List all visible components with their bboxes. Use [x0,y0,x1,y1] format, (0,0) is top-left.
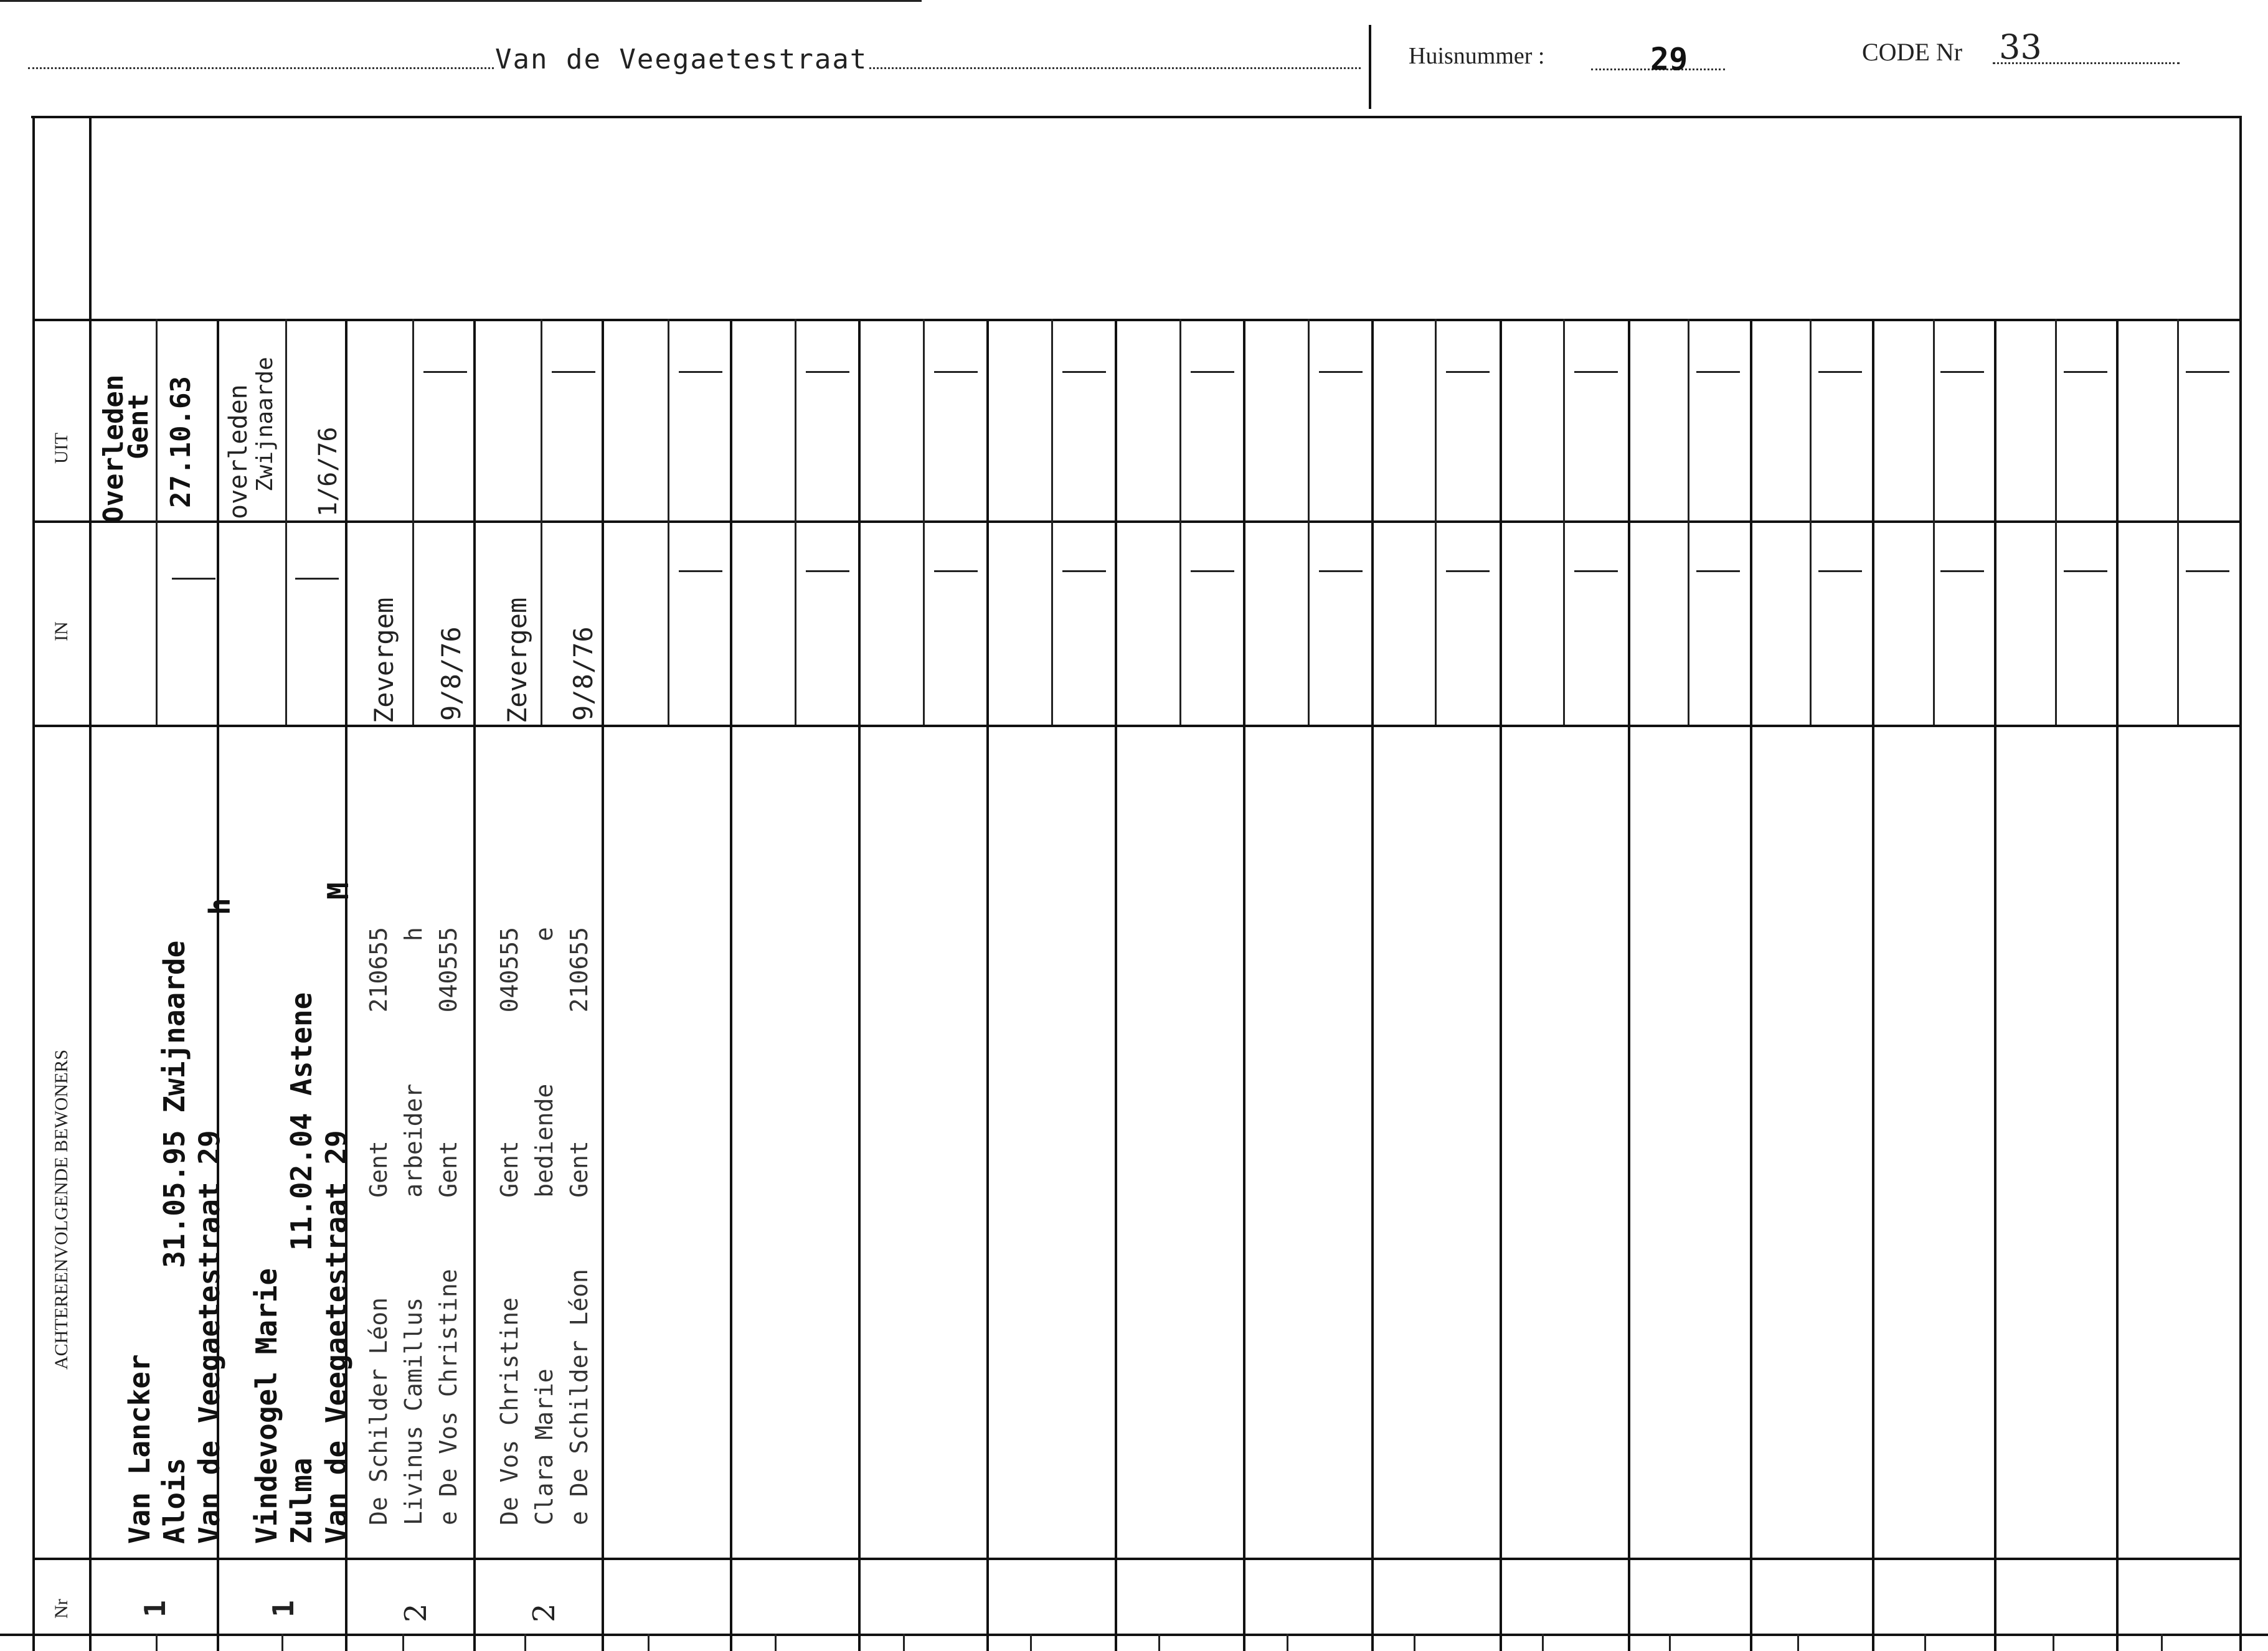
nr-4: 2 [527,1603,562,1622]
code-label: CODE Nr [1862,38,1963,66]
uit-dash-8 [1319,371,1363,373]
in-dash-12 [1818,570,1862,572]
table-right-border [2239,116,2242,1651]
resident2-line1: Vindevogel Marie [250,1268,283,1544]
uit-dash-9 [1446,371,1490,373]
bottom-tick-10 [1287,1634,1288,1651]
uit-dash-1 [423,371,467,373]
bottom-tick-9 [1158,1634,1160,1651]
col-divider-8 [1115,319,1117,1651]
in-dash-5 [934,570,978,572]
street-name: Van de Veegaetestraat [495,44,868,75]
uit-dash-7 [1191,371,1234,373]
uit-dash-6 [1062,371,1106,373]
uit-dash-14 [2064,371,2107,373]
uit-dash-10 [1574,371,1618,373]
in-dash-14 [2064,570,2107,572]
bottom-tick-5 [648,1634,650,1651]
subcol-divider-17 [2177,319,2179,725]
code-number: 33 [1999,27,2042,67]
in-dash-15 [2186,570,2229,572]
resident1-mark: h [203,898,237,915]
table-left-border [32,116,35,1651]
nr-1: 1 [138,1600,172,1617]
resident4-line2: Clara Marie bediende e [531,927,558,1525]
in-dash-1 [172,578,215,580]
table-bottom-border [0,1634,2268,1636]
in-dash-8 [1319,570,1363,572]
col-divider-11 [1500,319,1502,1651]
subcol-divider-15 [1933,319,1935,725]
row-label-bewoners: ACHTEREENVOLGENDE BEWONERS [51,1049,72,1370]
resident3-line1: De Schilder Léon Gent 210655 [365,927,392,1525]
uit-dash-15 [2186,371,2229,373]
top-edge-line [0,0,922,2]
subcol-divider-12 [1563,319,1565,725]
in-dash-2 [295,578,339,580]
bottom-tick-3 [402,1634,404,1651]
uit-dash-12 [1818,371,1862,373]
nr-3: 2 [399,1603,433,1622]
subcol-divider-7 [923,319,925,725]
resident2-mark: M [321,882,355,900]
col-divider-14 [1872,319,1874,1651]
bottom-tick-1 [156,1634,158,1651]
bottom-tick-13 [1669,1634,1671,1651]
in-dash-10 [1574,570,1618,572]
subcol-divider-10 [1308,319,1310,725]
label-column-border [89,116,92,1651]
in-col3-place: Zevergem [369,597,399,723]
col-divider-16 [2116,319,2119,1651]
subcol-divider-13 [1688,319,1689,725]
in-col4-date: 9/8/76 [568,626,598,721]
in-col3-date: 9/8/76 [436,626,466,721]
bottom-tick-11 [1414,1634,1415,1651]
uit-col2-place2: Zwijnaarde [252,357,278,492]
in-dash-11 [1696,570,1740,572]
uit-dash-11 [1696,371,1740,373]
resident3-line3: e De Vos Christine Gent 040555 [435,927,462,1525]
subcol-divider-11 [1435,319,1437,725]
in-dash-6 [1062,570,1106,572]
subcol-divider-9 [1179,319,1181,725]
in-dash-9 [1446,570,1490,572]
uit-dash-13 [1940,371,1984,373]
subcol-divider-2 [285,319,287,725]
in-col4-place: Zevergem [502,597,532,723]
resident1-line2: Alois 31.05.95 Zwijnaarde [158,940,191,1544]
header-divider [1369,25,1371,109]
divider-uit-in [32,520,2242,523]
subcol-divider-1 [156,319,158,725]
in-dash-7 [1191,570,1234,572]
uit-col2-date: 1/6/76 [314,426,343,517]
house-number-label: Huisnummer : [1409,43,1545,69]
resident4-line3: e De Schilder Léon Gent 210655 [565,927,593,1525]
house-number-value: 29 [1650,41,1688,77]
col-divider-9 [1243,319,1245,1651]
row-label-in: IN [51,621,72,641]
col-divider-15 [1994,319,1996,1651]
bottom-tick-16 [2053,1634,2054,1651]
divider-blank-uit [32,319,2242,321]
bottom-tick-12 [1542,1634,1544,1651]
uit-dash-4 [806,371,849,373]
col-divider-10 [1371,319,1374,1651]
uit-col2-place: overleden [224,384,253,519]
uit-dash-5 [934,371,978,373]
uit-col1-place2: Gent [123,393,154,459]
bottom-tick-2 [281,1634,283,1651]
in-dash-3 [679,570,722,572]
col-divider-6 [858,319,861,1651]
subcol-divider-3 [412,319,414,725]
subcol-divider-6 [795,319,796,725]
bottom-tick-15 [1924,1634,1926,1651]
subcol-divider-5 [668,319,669,725]
bottom-tick-14 [1797,1634,1799,1651]
resident2-line2: Zulma 11.02.04 Astene [285,992,318,1544]
bottom-tick-8 [1030,1634,1032,1651]
subcol-divider-14 [1810,319,1812,725]
uit-col1-date: 27.10.63 [165,376,197,508]
bottom-tick-17 [2161,1634,2163,1651]
uit-col1-place: Overleden [98,374,130,523]
resident3-line2: Livinus Camillus arbeider h [400,927,427,1525]
nr-2: 1 [267,1600,300,1617]
resident1-line1: Van Lancker [123,1354,156,1544]
table-top-border [31,116,2242,118]
subcol-divider-16 [2055,319,2057,725]
bottom-tick-4 [524,1634,526,1651]
col-divider-3 [473,319,476,1651]
subcol-divider-8 [1051,319,1053,725]
in-dash-4 [806,570,849,572]
divider-bewoners-nr [32,1558,2242,1560]
col-divider-7 [986,319,989,1651]
uit-dash-3 [679,371,722,373]
resident2-line3: Van de Veegaetestraat 29 [319,1130,353,1544]
divider-in-bewoners [32,725,2242,727]
col-divider-5 [730,319,732,1651]
bottom-tick-7 [903,1634,905,1651]
subcol-divider-4 [541,319,542,725]
bottom-tick-6 [775,1634,777,1651]
row-label-nr: Nr [51,1599,72,1619]
uit-dash-2 [552,371,595,373]
resident4-line1: De Vos Christine Gent 040555 [496,927,523,1525]
col-divider-4 [602,319,604,1651]
col-divider-12 [1628,319,1630,1651]
row-label-uit: UIT [51,433,72,464]
resident1-line3: Van de Veegaetestraat 29 [192,1130,226,1544]
col-divider-13 [1750,319,1752,1651]
in-dash-13 [1940,570,1984,572]
